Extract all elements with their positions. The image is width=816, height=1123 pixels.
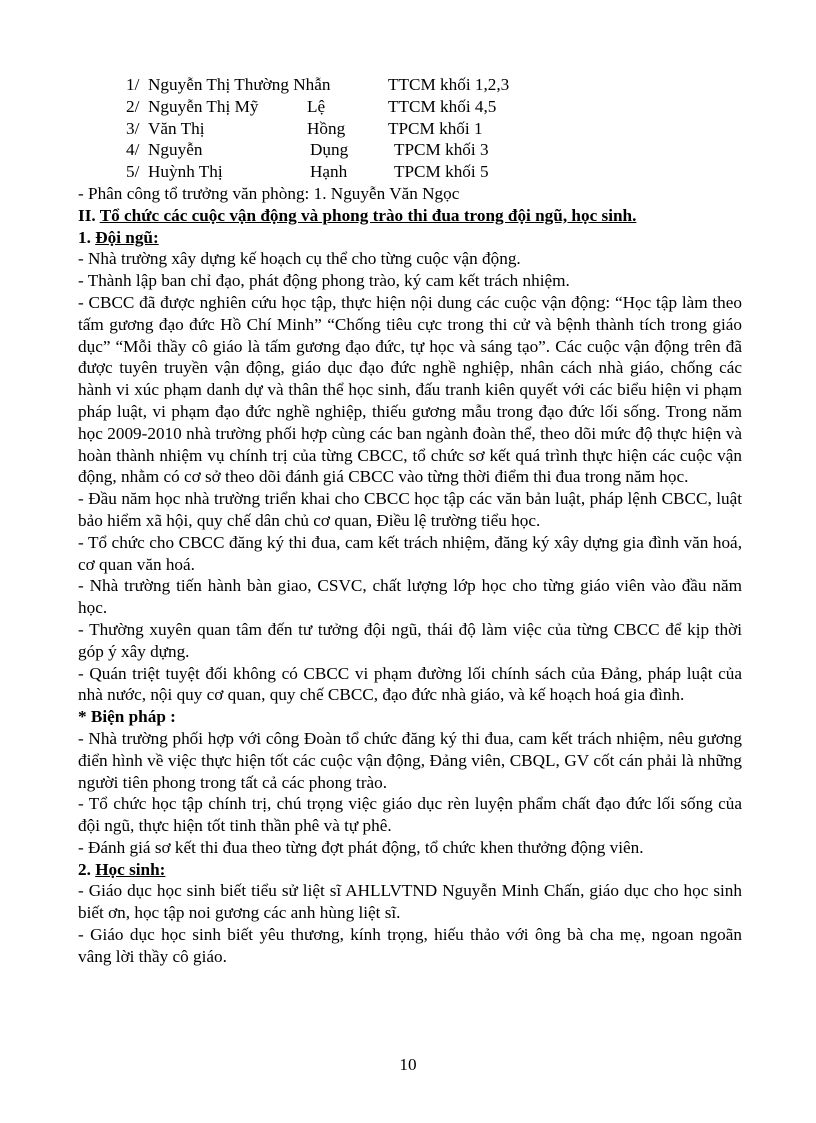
staff-section-heading [78,227,742,249]
students-number: 2. [78,859,91,879]
staff-section-title: Đội ngũ: [95,227,159,247]
office-head-line: - Phân công tổ trưởng văn phòng: 1. Nguyễn Văn Ngọc [78,183,460,203]
staff-index: 4/ [126,140,140,160]
staff-name: Huỳnh Thị [148,162,223,182]
staff-role: TPCM khối 3 [394,140,489,160]
staff-role: TTCM khối 1,2,3 [388,75,510,94]
staff-row [78,161,742,183]
document-body [78,74,742,968]
staff-role: TPCM khối 5 [394,162,489,182]
staff-given-name: Lệ [307,96,326,116]
staff-index: 2/ [126,96,140,116]
paragraph: - Nhà trường tiến hành bàn giao, CSVC, chất lượng lớp học cho từng giáo viên vào đầu năm học. [78,576,742,618]
paragraph: - Đánh giá sơ kết thi đua theo từng đợt phát động, tổ chức khen thưởng động viên. [78,837,644,857]
staff-list [78,74,742,183]
staff-index: 1/ [126,75,140,94]
paragraph: - Đầu năm học nhà trường triển khai cho CBCC học tập các văn bản luật, pháp lệnh CBCC, luật bảo hiểm xã hội, quy chế dân chủ cơ quan, Điều lệ trường tiểu học. [78,489,742,530]
staff-row [78,139,742,161]
paragraph: - Nhà trường xây dựng kế hoạch cụ thể cho từng cuộc vận động. [78,249,521,269]
students-title: Học sinh: [95,859,166,879]
paragraph: - Thành lập ban chỉ đạo, phát động phong trào, ký cam kết trách nhiệm. [78,271,570,291]
section-ii-heading [78,205,742,227]
staff-given-name: Hồng [307,118,346,138]
staff-name: Nguyễn Thị Mỹ [148,96,259,116]
paragraph: - CBCC đã được nghiên cứu học tập, thực hiện nội dung các cuộc vận động: “Học tập làm theo tấm gương đạo đức Hồ Chí Minh” “Chống tiêu cực trong thi cử và bệnh thành tích trong giáo dục” “Mỗi thầy cô giáo là tấm gương đạo đức, tự học và sáng tạo”. Các cuộc vận động trên đã được tuyên truyền vận động, giáo dục đạo đức nghề nghiệp, nhân cách nhà giáo, chống các hành vi xúc phạm danh dự và thân thể học sinh, đấu tranh kiên quyết với các biểu hiện vi phạm pháp luật, vi phạm đạo đức nghề nghiệp, thiếu gương mẫu trong đạo đức lối sống. Trong năm học 2009-2010 nhà trường phối hợp cùng các ban ngành đoàn thể, theo dõi mức độ thực hiện và hoàn thành nhiệm vụ chính trị của từng CBCC, tổ chức sơ kết quá trình thực hiện các cuộc vận động, nhằm có cơ sở theo dõi đánh giá CBCC vào từng thời điểm thi đua trong năm học. [78,292,742,487]
staff-section-number: 1. [78,227,91,247]
staff-role: TTCM khối 4,5 [388,96,497,116]
paragraph: - Tổ chức học tập chính trị, chú trọng việc giáo dục rèn luyện phẩm chất đạo đức lối sống của đội ngũ, thực hiện tốt tinh thần phê và tự phê. [78,794,742,836]
staff-index: 3/ [126,118,140,138]
staff-row [78,74,742,96]
staff-row [78,118,742,140]
paragraph: - Tổ chức cho CBCC đăng ký thi đua, cam kết trách nhiệm, đăng ký xây dựng gia đình văn hoá, cơ quan văn hoá. [78,532,742,574]
section-ii-title: Tổ chức các cuộc vận động và phong trào thi đua trong đội ngũ, học sinh. [99,205,637,225]
page-number: 10 [399,1055,417,1074]
staff-name: Nguyễn Thị Thường Nhẫn [148,75,331,94]
paragraph: - Nhà trường phối hợp với công Đoàn tổ chức đăng ký thi đua, cam kết trách nhiệm, nêu gương điển hình về việc thực hiện tốt các cuộc vận động, Đảng viên, CBQL, GV cốt cán phải là những người tiên phong trong tất cả các phong trào. [78,728,742,792]
staff-given-name: Hạnh [310,162,348,182]
staff-index: 5/ [126,162,140,182]
paragraph: - Quán triệt tuyệt đối không có CBCC vi phạm đường lối chính sách của Đảng, pháp luật của nhà nước, nội quy cơ quan, quy chế CBCC, đạo đức nhà giáo, và kế hoạch hoá gia đình. [78,663,742,705]
paragraph: - Giáo dục học sinh biết tiểu sử liệt sĩ AHLLVTND Nguyễn Minh Chấn, giáo dục cho học sinh biết ơn, học tập noi gương các anh hùng liệt sĩ. [78,881,742,923]
staff-role: TPCM khối 1 [388,118,483,138]
measures-heading: * Biện pháp : [78,707,176,727]
staff-name: Văn Thị [148,118,205,138]
staff-name: Nguyễn [148,140,203,160]
students-heading [78,859,742,881]
staff-given-name: Dụng [310,140,349,160]
paragraph: - Thường xuyên quan tâm đến tư tưởng đội ngũ, thái độ làm việc của từng CBCC để kịp thời góp ý xây dựng. [78,619,742,661]
paragraph: - Giáo dục học sinh biết yêu thương, kính trọng, hiếu thảo với ông bà cha mẹ, ngoan ngoãn vâng lời thầy cô giáo. [78,925,742,966]
section-ii-number: II. [78,205,96,225]
staff-row [78,96,742,118]
